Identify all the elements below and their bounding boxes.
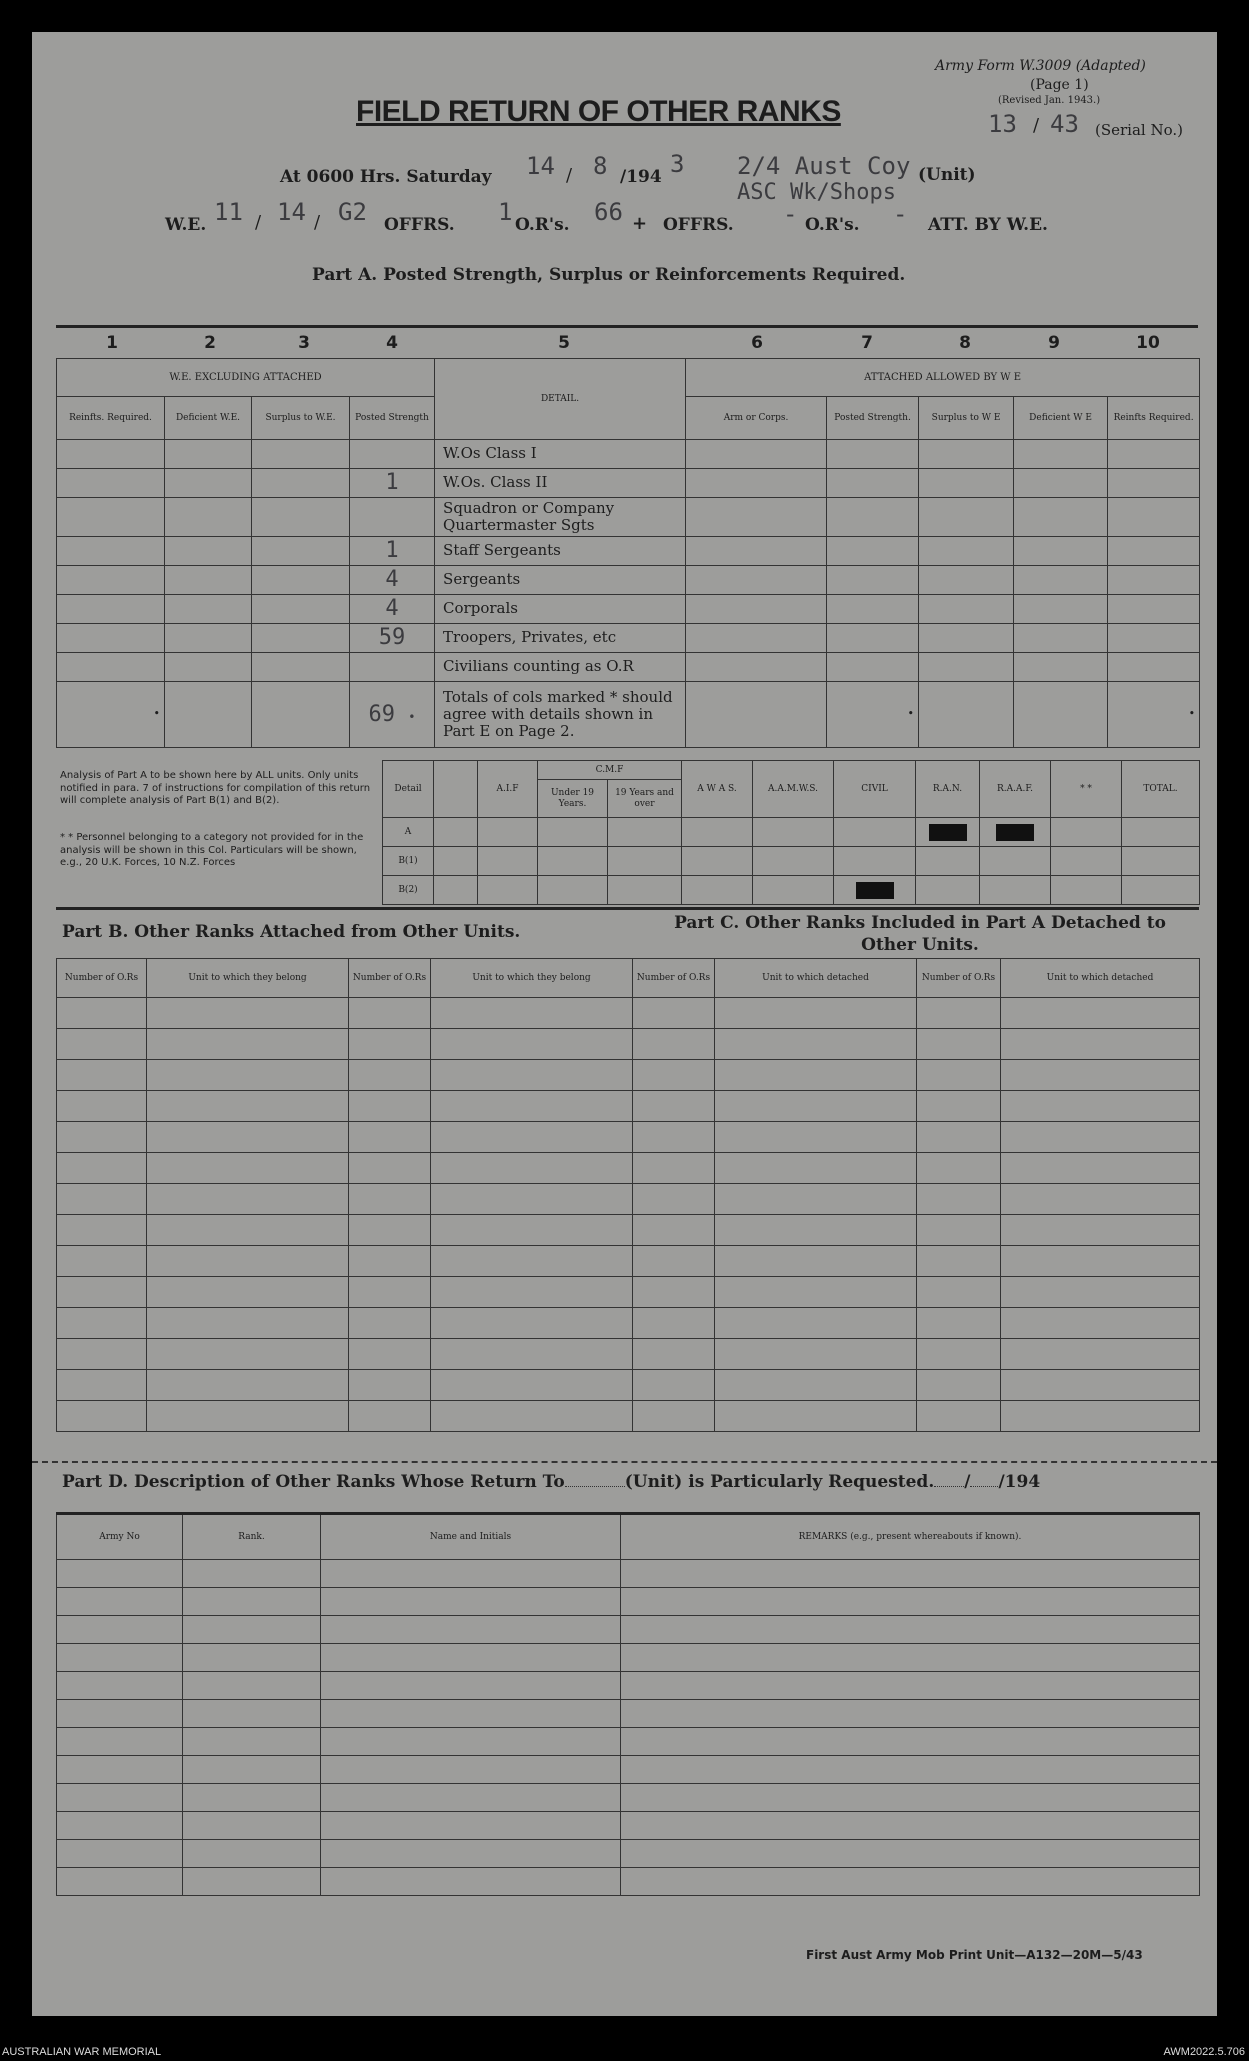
redacted-cell (916, 818, 980, 847)
under19-head: Under 19 Years. (538, 780, 608, 818)
cmf-head: C.M.F (538, 761, 682, 780)
we-slash-a: / (255, 212, 262, 233)
rank-head: Rank. (183, 1514, 321, 1560)
name-initials-head: Name and Initials (321, 1514, 621, 1560)
army-form-label: Army Form W.3009 (Adapted) (935, 58, 1146, 74)
table-row (57, 498, 1200, 537)
detail-cell: Corporals (435, 595, 686, 624)
analysis-row-label: B(1) (383, 847, 434, 876)
table-row (57, 1370, 1200, 1401)
col-number-9: 9 (1048, 333, 1060, 353)
part-c-title: Part C. Other Ranks Included in Part A Detached to Other Units. (674, 913, 1166, 956)
table-row (57, 1672, 1200, 1700)
posted-strength-cell: 59 (350, 624, 435, 653)
ors-value: 66 (594, 198, 623, 226)
analysis-note: Analysis of Part A to be shown here by ALL units. Only units notified in para. 7 of instructions for compilation of this return will complete analysis of Part B(1) and B(2). (60, 770, 371, 806)
over19-head: 19 Years and over (608, 780, 682, 818)
subhead-deficient-we-att: Deficient W E (1014, 397, 1108, 440)
ors2-label: O.R's. (805, 215, 860, 235)
ors-label: O.R's. (515, 215, 570, 235)
total-marker-dot: • (1108, 682, 1200, 748)
table-row (57, 624, 1200, 653)
col-number-3: 3 (298, 333, 310, 353)
part-c-unit-head-2: Unit to which detached (1001, 959, 1200, 998)
part-a-title: Part A. Posted Strength, Surplus or Reinforcements Required. (312, 265, 906, 285)
detail-cell: Staff Sergeants (435, 537, 686, 566)
table-row (57, 1308, 1200, 1339)
analysis-table (382, 760, 1200, 905)
civil-head: CIVIL (834, 761, 916, 818)
col-number-7: 7 (861, 333, 873, 353)
total-marker-dot: • (827, 682, 919, 748)
analysis-row-label: B(2) (383, 876, 434, 905)
serial-number-a: 13 (988, 110, 1017, 138)
we-value-a: 11 (214, 198, 243, 226)
plus-sign: + (632, 213, 648, 234)
stars-head: * * (1051, 761, 1122, 818)
col-number-4: 4 (386, 333, 398, 353)
at-hours-label: At 0600 Hrs. Saturday (280, 167, 492, 187)
serial-label: (Serial No.) (1095, 121, 1183, 139)
detail-cell: Squadron or Company Quartermaster Sgts (435, 498, 686, 537)
subhead-posted-strength: Posted Strength (350, 397, 435, 440)
footer-institution: AUSTRALIAN WAR MEMORIAL (2, 2046, 162, 2058)
part-a-table (56, 358, 1200, 748)
part-d-table (56, 1512, 1200, 1896)
table-row (57, 1616, 1200, 1644)
part-b-top-rule (56, 907, 1199, 910)
table-row (57, 1277, 1200, 1308)
we-label: W.E. (165, 215, 207, 235)
raaf-head: R.A.A.F. (980, 761, 1051, 818)
subhead-arm-corps: Arm or Corps. (686, 397, 827, 440)
col-number-10: 10 (1136, 333, 1160, 353)
printer-imprint: First Aust Army Mob Print Unit—A132—20M—5/43 (806, 1948, 1143, 1962)
subhead-deficient-we: Deficient W.E. (165, 397, 252, 440)
redacted-cell (834, 876, 916, 905)
att-by-we-label: ATT. BY W.E. (928, 215, 1048, 235)
posted-strength-cell: 4 (350, 566, 435, 595)
col-number-2: 2 (204, 333, 216, 353)
date-day: 14 (526, 152, 555, 180)
detail-cell: W.Os Class I (435, 440, 686, 469)
part-b-unit-head-2: Unit to which they belong (431, 959, 633, 998)
table-row (57, 1868, 1200, 1896)
table-row (57, 469, 1200, 498)
table-row (57, 1122, 1200, 1153)
offrs-label: OFFRS. (384, 215, 455, 235)
table-row (57, 595, 1200, 624)
posted-strength-cell: 1 (350, 537, 435, 566)
parts-bc-table (56, 958, 1200, 1432)
perforation-line (32, 1461, 1217, 1463)
date-slash: / (566, 165, 573, 186)
date-month: 8 (593, 152, 608, 180)
table-row (57, 1401, 1200, 1432)
part-b-title: Part B. Other Ranks Attached from Other Units. (62, 922, 521, 942)
attached-allowed-head: ATTACHED ALLOWED BY W E (686, 359, 1200, 397)
posted-strength-cell: 1 (350, 469, 435, 498)
analysis-row-label: A (383, 818, 434, 847)
table-row (57, 566, 1200, 595)
detail-cell: Troopers, Privates, etc (435, 624, 686, 653)
offrs2-label: OFFRS. (663, 215, 734, 235)
subhead-surplus-we-att: Surplus to W E (919, 397, 1014, 440)
unit-name-line1: 2/4 Aust Coy (737, 152, 911, 180)
table-row (383, 876, 1200, 905)
table-row (57, 440, 1200, 469)
table-row (57, 1840, 1200, 1868)
we-value-b: 14 (277, 198, 306, 226)
personnel-note: * * Personnel belonging to a category not provided for in the analysis will be shown in this Col. Particulars will be shown, e.g., 20 U.K. Forces, 10 N.Z. Forces (60, 832, 364, 868)
table-row (57, 1588, 1200, 1616)
army-no-head: Army No (57, 1514, 183, 1560)
detail-head: DETAIL. (435, 359, 686, 440)
table-row (383, 847, 1200, 876)
ran-head: R.A.N. (916, 761, 980, 818)
page-label: (Page 1) (1030, 77, 1089, 93)
part-c-number-head-2: Number of O.Rs (917, 959, 1001, 998)
table-row (57, 1339, 1200, 1370)
table-row (383, 818, 1200, 847)
table-row (57, 1215, 1200, 1246)
revised-label: (Revised Jan. 1943.) (998, 95, 1101, 106)
table-row (57, 1812, 1200, 1840)
total-head: TOTAL. (1122, 761, 1200, 818)
posted-strength-cell (350, 498, 435, 537)
col-number-1: 1 (106, 333, 118, 353)
part-c-number-head: Number of O.Rs (633, 959, 715, 998)
subhead-reinfts-required: Reinfts. Required. (57, 397, 165, 440)
aamws-head: A.A.M.W.S. (753, 761, 834, 818)
awas-head: A W A S. (682, 761, 753, 818)
date-year-digit: 3 (670, 150, 685, 178)
table-row (57, 1060, 1200, 1091)
ors2-value: - (893, 200, 908, 228)
offrs2-value: - (783, 200, 798, 228)
table-row (57, 1728, 1200, 1756)
subhead-surplus-we: Surplus to W.E. (252, 397, 350, 440)
table-row (57, 1184, 1200, 1215)
table-row (57, 653, 1200, 682)
offrs-value: 1 (498, 198, 513, 226)
subhead-posted-strength-att: Posted Strength. (827, 397, 919, 440)
table-row (57, 1700, 1200, 1728)
archive-footer (0, 2016, 1249, 2061)
we-slash-b: / (314, 212, 321, 233)
detail-cell: Sergeants (435, 566, 686, 595)
analysis-detail-head: Detail (383, 761, 434, 818)
we-excluding-head: W.E. EXCLUDING ATTACHED (57, 359, 435, 397)
detail-cell: W.Os. Class II (435, 469, 686, 498)
part-b-unit-head: Unit to which they belong (147, 959, 349, 998)
col-number-6: 6 (751, 333, 763, 353)
posted-strength-cell: 4 (350, 595, 435, 624)
col-number-8: 8 (959, 333, 971, 353)
form-title: FIELD RETURN OF OTHER RANKS (356, 95, 841, 128)
redacted-cell (980, 818, 1051, 847)
table-row (57, 1153, 1200, 1184)
table-row (57, 1246, 1200, 1277)
unit-label: (Unit) (918, 165, 976, 185)
date-year-prefix: /194 (620, 167, 662, 187)
remarks-head: REMARKS (e.g., present whereabouts if known). (621, 1514, 1200, 1560)
table-row (57, 1560, 1200, 1588)
aif-head: A.I.F (478, 761, 538, 818)
posted-strength-total: 69 • (350, 682, 435, 748)
totals-detail-cell: Totals of cols marked * should agree with details shown in Part E on Page 2. (435, 682, 686, 748)
table-row (57, 998, 1200, 1029)
detail-cell: Civilians counting as O.R (435, 653, 686, 682)
part-b-number-head: Number of O.Rs (57, 959, 147, 998)
subhead-reinfts-required-att: Reinfts Required. (1108, 397, 1200, 440)
table-row (57, 537, 1200, 566)
posted-strength-cell (350, 440, 435, 469)
footer-accession: AWM2022.5.706 (1163, 2046, 1245, 2058)
part-d-title: Part D. Description of Other Ranks Whose Return To (Unit) is Particularly Requested. / /194 (62, 1472, 1041, 1492)
table-row (57, 1644, 1200, 1672)
table-row (57, 1091, 1200, 1122)
serial-slash: / (1033, 115, 1040, 136)
part-b-number-head-2: Number of O.Rs (349, 959, 431, 998)
table-row (57, 1784, 1200, 1812)
posted-strength-cell (350, 653, 435, 682)
we-value-c: G2 (338, 198, 367, 226)
totals-row (57, 682, 1200, 748)
unit-name-line2: ASC Wk/Shops (737, 180, 896, 205)
col-number-5: 5 (558, 333, 570, 353)
table-row (57, 1756, 1200, 1784)
part-a-top-rule (56, 325, 1198, 328)
table-row (57, 1029, 1200, 1060)
total-marker-dot: • (57, 682, 165, 748)
serial-number-b: 43 (1050, 110, 1079, 138)
part-c-unit-head: Unit to which detached (715, 959, 917, 998)
